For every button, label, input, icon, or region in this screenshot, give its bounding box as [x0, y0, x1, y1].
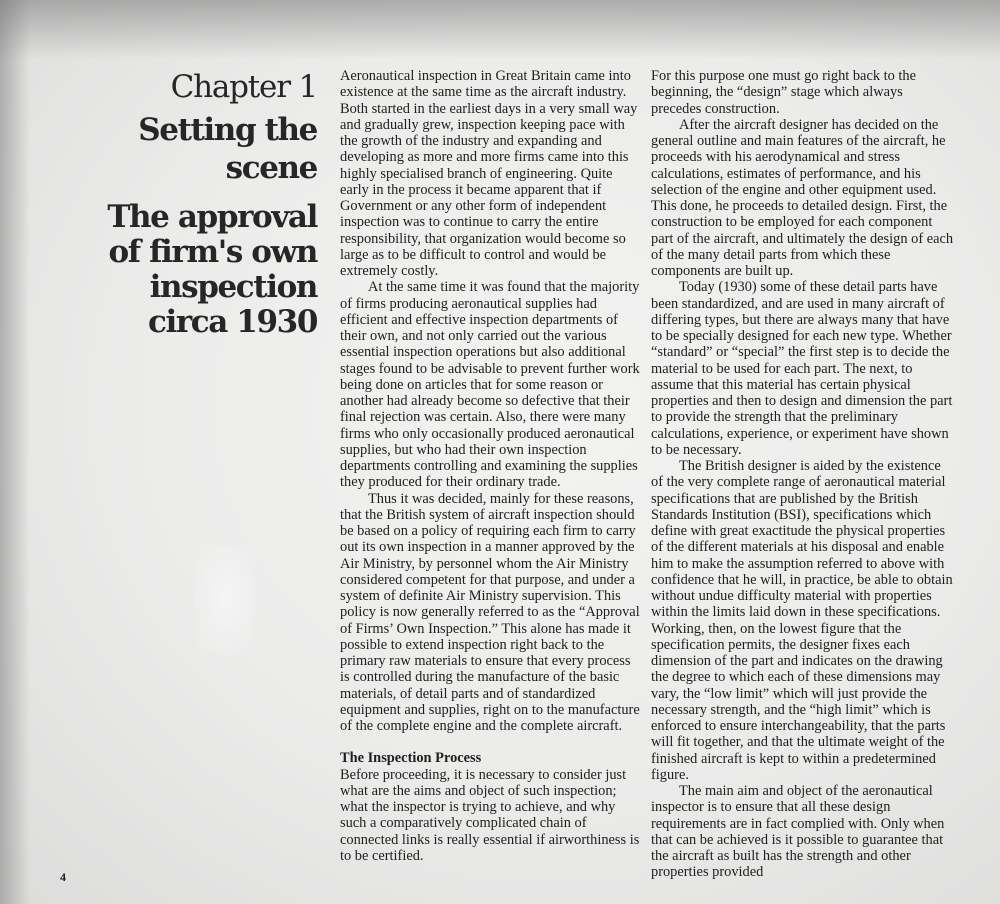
bleed-through-mark — [195, 545, 255, 655]
chapter-subtitle-line: The approval — [107, 199, 317, 235]
chapter-subtitle-line: circa 1930 — [147, 304, 317, 340]
chapter-subtitle-line: of firm's own — [108, 234, 317, 270]
body-paragraph: The British designer is aided by the existence of the very complete range of aeronautical material specifications that are published by the British Standards Institution (BSI), specifications which define with great exactitude the physical properties of the different materials at his disposal and enable him to make the assumption referred to above with confidence that he will, in practice, be able to obtain without undue difficulty material with properties within the limits laid down in these specifications. Working, then, on the lowest figure that the specification permits, the designer fixes each dimension of the part and indicates on the drawing the degree to which each of these dimensions may vary, the “low limit” which will just provide the necessary strength, and the “high limit” which is enforced to ensure interchangeability, that the parts will fit together, and that the ultimate weight of the finished aircraft is kept to within a predetermined figure. — [651, 458, 953, 783]
section-heading: The Inspection Process — [340, 750, 482, 767]
body-paragraph: Aeronautical inspection in Great Britain came into existence at the same time as the aircraft industry. Both started in the earliest days in a very small way and gradually grew, inspection keeping pace with the growth of the industry and expanding and developing as more and more firms came into this highly specialised branch of engineering. Quite early in the process it became apparent that if Government or any other form of independent inspection was to continue to carry the entire responsibility, that organization would become so large as to be difficult to control and would be extremely costly. — [340, 68, 638, 279]
chapter-title: Setting the scene — [138, 112, 317, 186]
text-column-2 — [651, 68, 955, 881]
body-paragraph: Before proceeding, it is necessary to consider just what are the aims and object of such inspection; what the inspector is trying to achieve, and why such a comparatively complicated chain of connected links is really essential if airworthiness is to be certified. — [340, 766, 640, 864]
page-number: 4 — [60, 870, 66, 884]
chapter-label: Chapter 1 — [170, 69, 317, 105]
text-column-1 — [340, 68, 642, 864]
body-paragraph: Thus it was decided, mainly for these reasons, that the British system of aircraft inspection should be based on a policy of requiring each firm to carry out its own inspection in a manner approved by the Air Ministry, by personnel whom the Air Ministry considered competent for that purpose, and under a system of definite Air Ministry supervision. This policy is now generally referred to as the “Approval of Firms’ Own Inspection.” This alone has made it possible to extend inspection right back to the primary raw materials to ensure that every process is controlled during the manufacture of the basic materials, of detail parts and of standardized equipment and supplies, right on to the manufacture of the complete engine and the complete aircraft. — [340, 490, 640, 734]
chapter-heading-block — [40, 68, 317, 340]
chapter-subtitle — [40, 200, 317, 340]
body-paragraph: Today (1930) some of these detail parts have been standardized, and are used in many aircraft of differing types, but there are always many that have to be specially designed for each new type. Whether “standard” or “special” the first step is to decide the material to be used for each part. The next, to assume that this material has certain physical properties and then to design and dimension the part to provide the strength that the preliminary calculations, experience, or experiment have shown to be necessary. — [651, 279, 953, 458]
body-paragraph: At the same time it was found that the majority of firms producing aeronautical supplies had efficient and effective inspection departments of their own, and not only carried out the various essential inspection operations but also additional stages found to be advisable to prevent further work being done on articles that for some reason or another had already become so defective that their final rejection was certain. Also, there were many firms who only occasionally produced aeronautical supplies, but who had their own inspection departments controlling and examining the supplies they produced for their ordinary trade. — [340, 279, 640, 491]
chapter-subtitle-line: inspection — [149, 269, 317, 305]
page-gutter-shadow — [0, 0, 30, 904]
body-paragraph: After the aircraft designer has decided on the general outline and main features of the aircraft, he proceeds with his aerodynamical and stress calculations, estimates of performance, and his selection of the engine and other equipment used. This done, he proceeds to detailed design. First, the construction to be employed for each component part of the aircraft, and ultimately the design of each of the many detail parts from which these components are built up. — [651, 116, 954, 279]
body-paragraph: For this purpose one must go right back to the beginning, the “design” stage which always precedes construction. — [651, 68, 916, 117]
body-paragraph: The main aim and object of the aeronautical inspector is to ensure that all these design requirements are in fact complied with. Only when that can be achieved is it possible to guarantee that the aircraft as built has the strength and other properties provided — [651, 783, 945, 881]
page-top-shadow — [0, 0, 1000, 60]
